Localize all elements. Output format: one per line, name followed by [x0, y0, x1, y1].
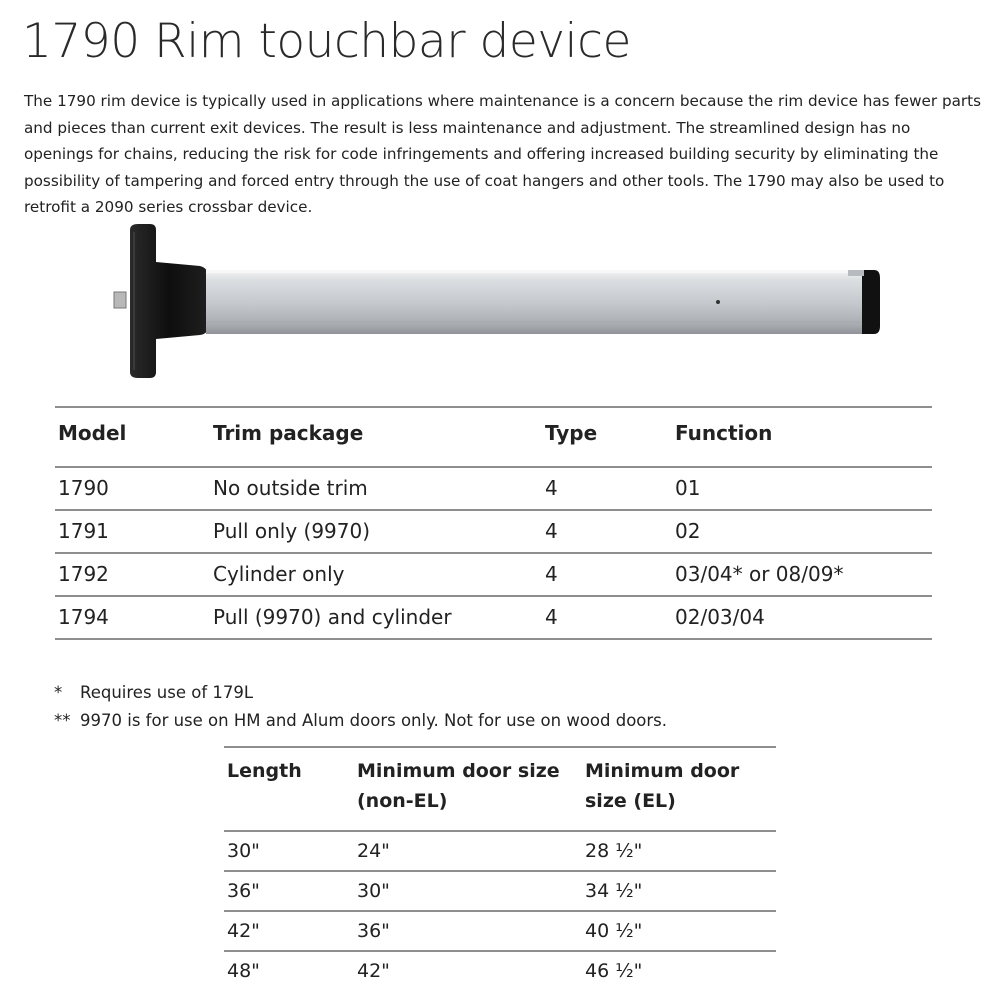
cell-model: 1791 — [58, 519, 109, 543]
footnote-mark: * — [54, 683, 63, 702]
table-header-row — [55, 408, 932, 466]
cell-length: 42" — [227, 920, 260, 942]
table-row — [55, 511, 932, 552]
intro-paragraph: The 1790 rim device is typically used in applications where maintenance is a concern because the rim device has fewer parts and pieces than current exit devices. The result is less maintenance and adjustment. The streamlined design has no openings for chains, reducing the risk for code infringements and offering increased building security by eliminating the possibility of tampering and forced entry through the use of coat hangers and other tools. The 1790 may also be used to retrofit a 2090 series crossbar device. — [24, 92, 982, 216]
cell-function: 03/04* or 08/09* — [675, 562, 844, 586]
cell-min-el: 40 ½" — [585, 920, 643, 942]
footnote — [54, 679, 667, 707]
header-function: Function — [675, 421, 773, 445]
cell-trim: Pull (9970) and cylinder — [213, 605, 452, 629]
cell-model: 1792 — [58, 562, 109, 586]
table-header-row — [224, 748, 776, 830]
table-row — [224, 952, 776, 990]
table-row — [55, 554, 932, 595]
header-model: Model — [58, 421, 127, 445]
footnote-text: 9970 is for use on HM and Alum doors only. Not for use on wood doors. — [80, 711, 668, 730]
cell-trim: Pull only (9970) — [213, 519, 371, 543]
header-min-door-non-el: Minimum door size (non-EL) — [357, 760, 560, 812]
cell-min-non-el: 24" — [357, 840, 390, 862]
cell-length: 36" — [227, 880, 260, 902]
touchbar-device-image — [110, 222, 890, 382]
footnote-mark: ** — [54, 711, 71, 730]
cell-trim: Cylinder only — [213, 562, 345, 586]
cell-min-non-el: 30" — [357, 880, 390, 902]
cell-function: 01 — [675, 476, 701, 500]
footnote-text: Requires use of 179L — [80, 683, 254, 702]
header-type: Type — [545, 421, 598, 445]
cell-min-el: 34 ½" — [585, 880, 643, 902]
length-table — [224, 746, 776, 990]
table-row — [55, 468, 932, 509]
table-row — [224, 832, 776, 870]
header-length: Length — [227, 760, 302, 782]
cell-min-el: 28 ½" — [585, 840, 643, 862]
cell-model: 1794 — [58, 605, 109, 629]
cell-model: 1790 — [58, 476, 109, 500]
cell-type: 4 — [545, 476, 558, 500]
cell-type: 4 — [545, 562, 558, 586]
footnote — [54, 707, 667, 735]
table-bottom-rule — [55, 638, 932, 640]
product-table — [55, 406, 932, 640]
cell-min-el: 46 ½" — [585, 960, 643, 982]
table-row — [224, 872, 776, 910]
cell-trim: No outside trim — [213, 476, 368, 500]
header-trim-package: Trim package — [213, 421, 364, 445]
table-row — [55, 597, 932, 638]
cell-type: 4 — [545, 605, 558, 629]
table-row — [224, 912, 776, 950]
cell-length: 30" — [227, 840, 260, 862]
cell-function: 02 — [675, 519, 701, 543]
header-min-door-el: Minimum door size (EL) — [585, 760, 740, 812]
page-title: 1790 Rim touchbar device — [22, 14, 631, 69]
cell-min-non-el: 42" — [357, 960, 390, 982]
footnotes — [54, 679, 667, 735]
cell-function: 02/03/04 — [675, 605, 765, 629]
cell-min-non-el: 36" — [357, 920, 390, 942]
cell-length: 48" — [227, 960, 260, 982]
cell-type: 4 — [545, 519, 558, 543]
